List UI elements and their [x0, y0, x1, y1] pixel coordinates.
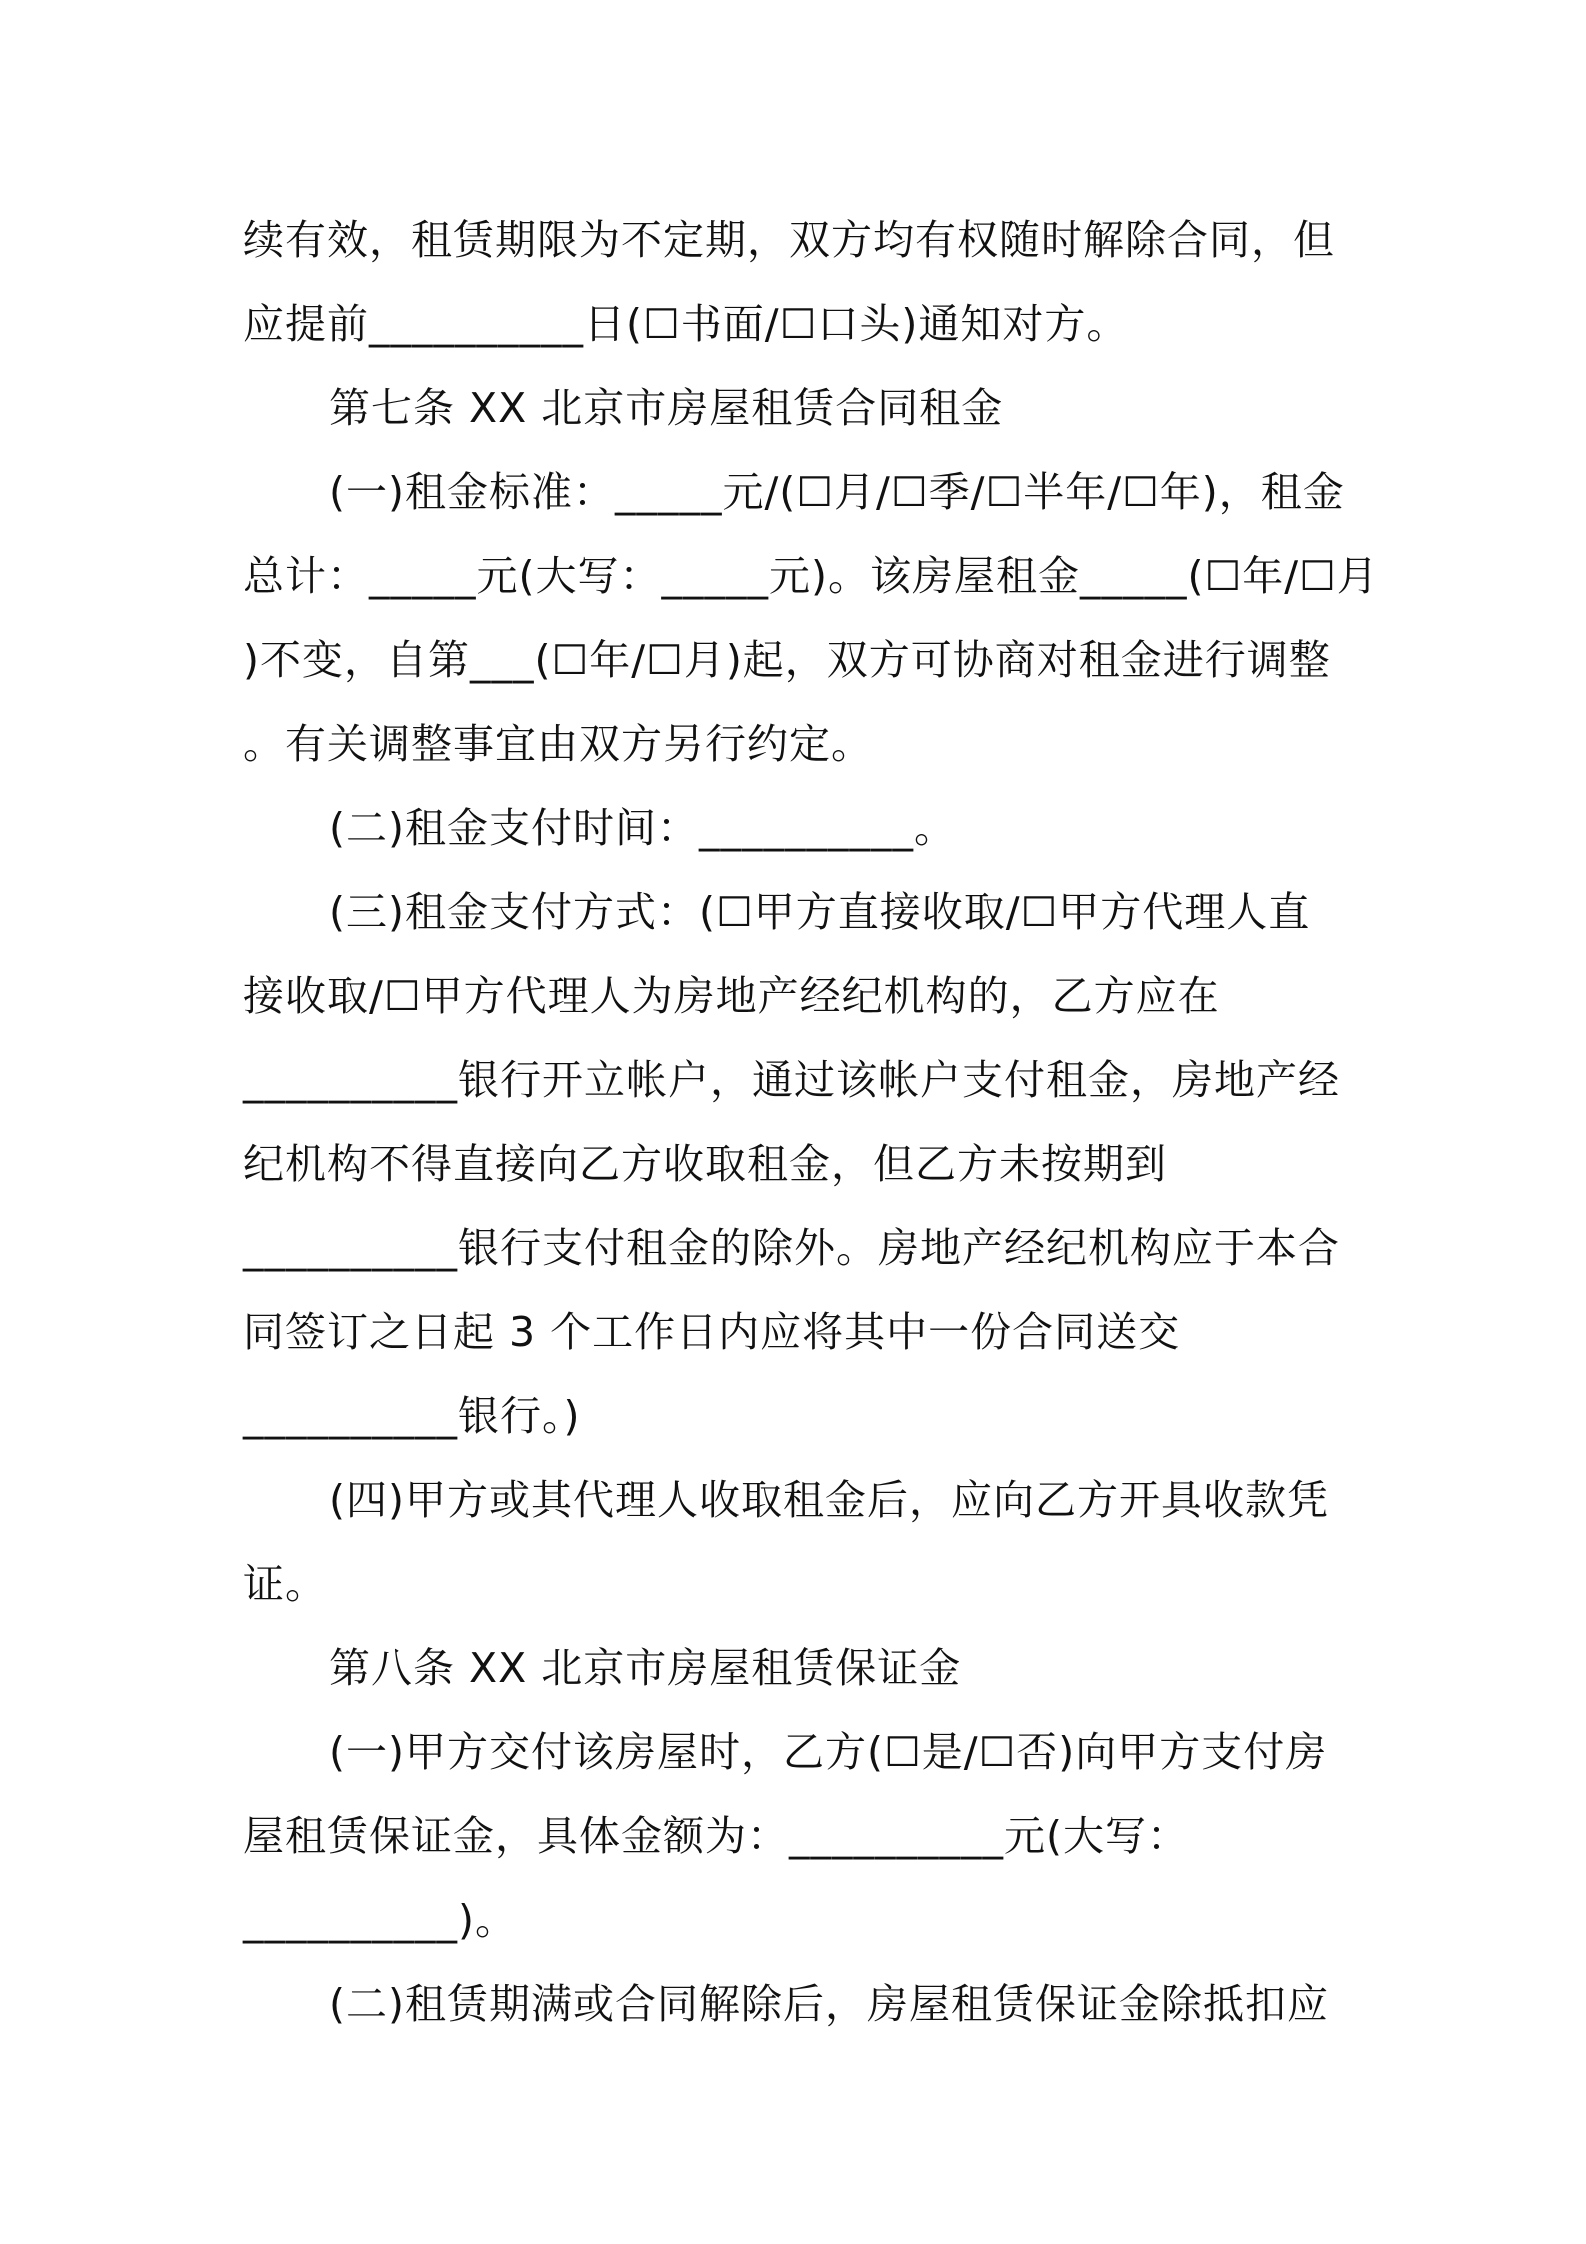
- contract-text-block: [243, 198, 1379, 2046]
- text-line: 纪机构不得直接向乙方收取租金，但乙方未按期到: [243, 1140, 1167, 1188]
- text-line: 屋租赁保证金，具体金额为：__________元(大写：: [243, 1812, 1189, 1860]
- text-line: (二)租金支付时间：__________。: [329, 804, 956, 852]
- text-line: (三)租金支付方式：(☐甲方直接收取/☐甲方代理人直: [329, 888, 1311, 936]
- text-line: __________银行开立帐户，通过该帐户支付租金，房地产经: [243, 1056, 1340, 1104]
- text-line: 续有效，租赁期限为不定期，双方均有权随时解除合同，但: [243, 216, 1335, 264]
- text-line: 。有关调整事宜由双方另行约定。: [243, 720, 873, 768]
- text-line: (四)甲方或其代理人收取租金后，应向乙方开具收款凭: [329, 1476, 1329, 1524]
- text-line: (一)甲方交付该房屋时，乙方(☐是/☐否)向甲方支付房: [329, 1728, 1328, 1776]
- text-line: )不变，自第___(☐年/☐月)起，双方可协商对租金进行调整: [243, 636, 1331, 684]
- article-eight-heading: 第八条 XX 北京市房屋租赁保证金: [329, 1644, 962, 1692]
- text-line: (一)租金标准：_____元/(☐月/☐季/☐半年/☐年)，租金: [329, 468, 1345, 516]
- article-seven-heading: 第七条 XX 北京市房屋租赁合同租金: [329, 384, 1004, 432]
- text-line: 接收取/☐甲方代理人为房地产经纪机构的，乙方应在: [243, 972, 1220, 1020]
- text-line: 同签订之日起 3 个工作日内应将其中一份合同送交: [243, 1308, 1181, 1356]
- text-line: (二)租赁期满或合同解除后，房屋租赁保证金除抵扣应: [329, 1980, 1329, 2028]
- text-line: __________)。: [243, 1896, 517, 1944]
- text-line: __________银行。): [243, 1392, 581, 1440]
- text-line: 证。: [243, 1560, 327, 1608]
- text-line: 总计：_____元(大写：_____元)。该房屋租金_____(☐年/☐月: [243, 552, 1379, 600]
- text-line: 应提前__________日(☐书面/☐口头)通知对方。: [243, 300, 1129, 348]
- text-line: __________银行支付租金的除外。房地产经纪机构应于本合: [243, 1224, 1340, 1272]
